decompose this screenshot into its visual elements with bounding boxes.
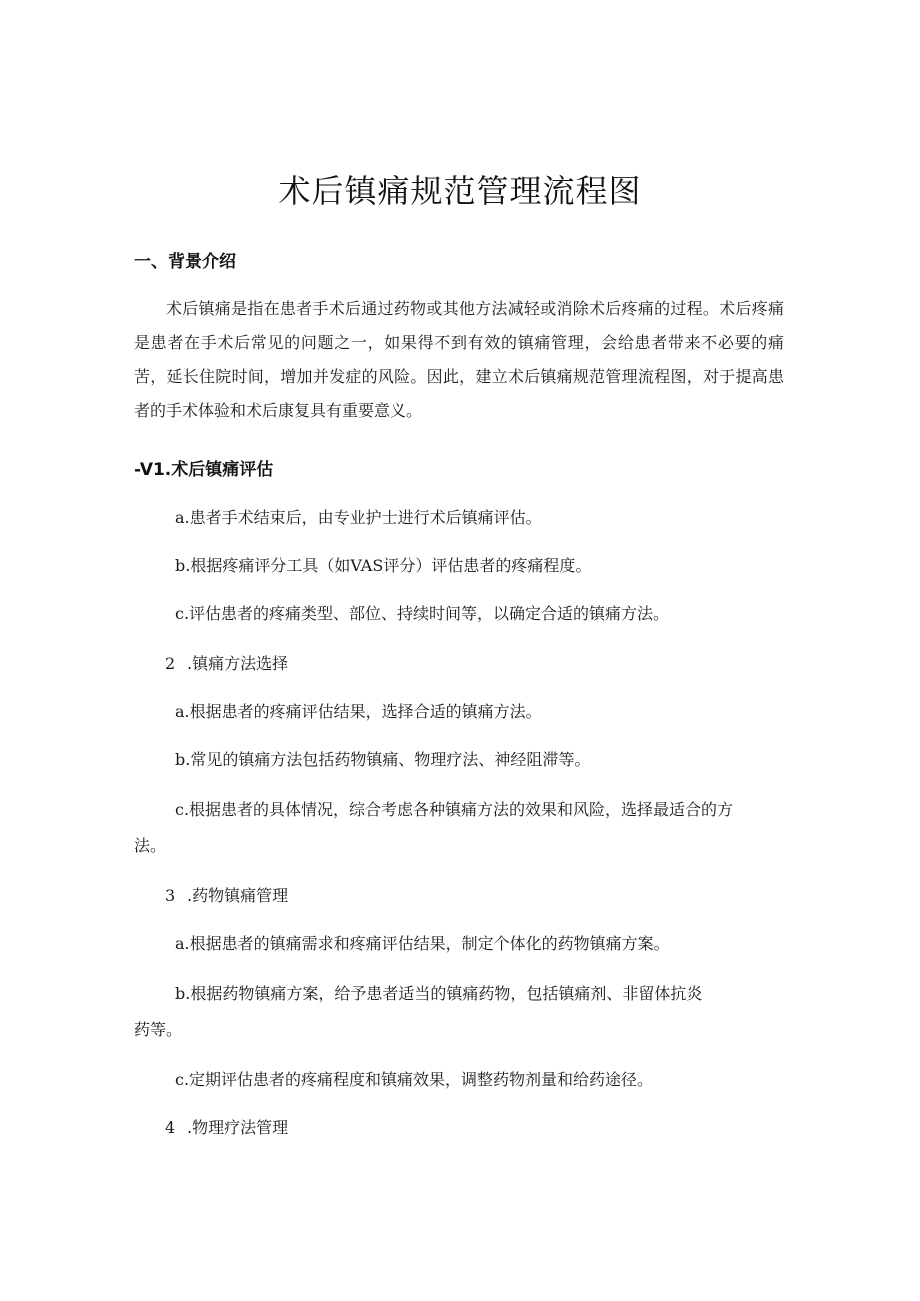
step4-heading-text: .物理疗法管理 — [187, 1118, 289, 1137]
step3-heading-text: .药物镇痛管理 — [187, 886, 289, 905]
step1-item-c: c.评估患者的疼痛类型、部位、持续时间等，以确定合适的镇痛方法。 — [175, 604, 670, 623]
step4-number: 4 — [165, 1118, 176, 1137]
step3-heading — [165, 883, 288, 906]
step3-item-b-line1: b.根据药物镇痛方案，给予患者适当的镇痛药物，包括镇痛剂、非留体抗炎 — [175, 984, 703, 1003]
step3-item-a: a.根据患者的镇痛需求和疼痛评估结果，制定个体化的药物镇痛方案。 — [175, 934, 670, 953]
background-paragraph: 术后镇痛是指在患者手术后通过药物或其他方法减轻或消除术后疼痛的过程。术后疼痛是患者在手术后常见的问题之一，如果得不到有效的镇痛管理，会给患者带来不必要的痛苦，延长住院时间，增加并发症的风险。因此，建立术后镇痛规范管理流程图，对于提高患者的手术体验和术后康复具有重要意义。 — [134, 299, 784, 420]
step2-heading-text: .镇痛方法选择 — [187, 654, 289, 673]
section-heading-background: 一、背景介绍 — [134, 252, 236, 272]
step4-heading — [165, 1115, 288, 1138]
step1-item-b: b.根据疼痛评分工具（如VAS评分）评估患者的疼痛程度。 — [175, 556, 592, 575]
step1-item-a: a.患者手术结束后，由专业护士进行术后镇痛评估。 — [175, 508, 542, 527]
step2-item-b: b.常见的镇痛方法包括药物镇痛、物理疗法、神经阻滞等。 — [175, 750, 591, 769]
step3-item-b-line2: 药等。 — [134, 1020, 183, 1039]
step3-item-c: c.定期评估患者的疼痛程度和镇痛效果，调整药物剂量和给药途径。 — [175, 1070, 654, 1089]
step1-heading: -V1.术后镇痛评估 — [134, 460, 274, 480]
document-title: 术后镇痛规范管理流程图 — [278, 172, 642, 210]
step2-heading — [165, 651, 288, 674]
step2-item-c-line1: c.根据患者的具体情况，综合考虑各种镇痛方法的效果和风险，选择最适合的方 — [175, 800, 734, 819]
step2-item-a: a.根据患者的疼痛评估结果，选择合适的镇痛方法。 — [175, 702, 542, 721]
step3-number: 3 — [165, 886, 176, 905]
step2-number: 2 — [165, 654, 176, 673]
step2-item-c-line2: 法。 — [134, 836, 167, 855]
